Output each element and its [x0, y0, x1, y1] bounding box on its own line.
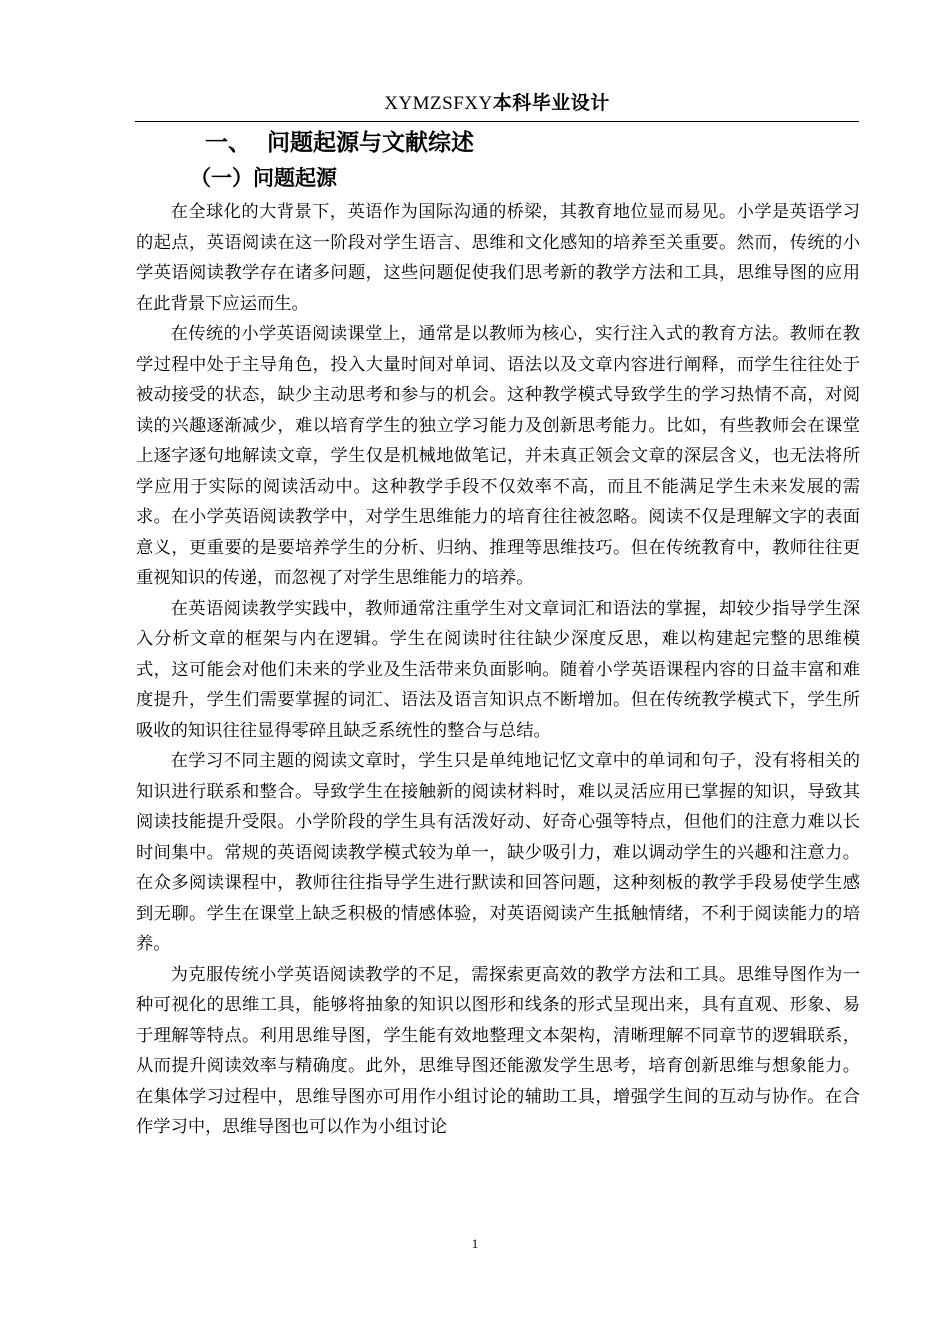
header-rule — [135, 121, 859, 122]
header-title: 本科毕业设计 — [492, 92, 610, 114]
paragraph: 在传统的小学英语阅读课堂上，通常是以教师为核心，实行注入式的教育方法。教师在教学过程中处于主导角色，投入大量时间对单词、语法以及文章内容进行阐释，而学生往往处于被动接受的状态，缺少主动思考和参与的机会。这种教学模式导致学生的学习热情不高，对阅读的兴趣逐渐减少，难以培育学生的独立学习能力及创新思考能力。比如，有些教师会在课堂上逐字逐句地解读文章，学生仅是机械地做笔记，并未真正领会文章的深层含义，也无法将所学应用于实际的阅读活动中。这种教学手段不仅效率不高，而且不能满足学生未来发展的需求。在小学英语阅读教学中，对学生思维能力的培育往往被忽略。阅读不仅是理解文字的表面意义，更重要的是要培养学生的分析、归纳、推理等思维技巧。但在传统教育中，教师往往更重视知识的传递，而忽视了对学生思维能力的培养。 — [136, 324, 860, 588]
chapter-number: 一、 — [205, 130, 251, 156]
section-heading: （一）问题起源 — [190, 166, 337, 190]
body-text — [136, 197, 860, 1143]
chapter-heading — [205, 126, 474, 160]
paragraph: 在学习不同主题的阅读文章时，学生只是单纯地记忆文章中的单词和句子，没有将相关的知识进行联系和整合。导致学生在接触新的阅读材料时，难以灵活应用已掌握的知识，导致其阅读技能提升受限。小学阶段的学生具有活泼好动、好奇心强等特点，但他们的注意力难以长时间集中。常规的英语阅读教学模式较为单一，缺少吸引力，难以调动学生的兴趣和注意力。在众多阅读课程中，教师往往指导学生进行默读和回答问题，这种刻板的教学手段易使学生感到无聊。学生在课堂上缺乏积极的情感体验，对英语阅读产生抵触情绪，不利于阅读能力的培养。 — [136, 751, 860, 954]
paragraph: 为克服传统小学英语阅读教学的不足，需探索更高效的教学方法和工具。思维导图作为一种可视化的思维工具，能够将抽象的知识以图形和线条的形式呈现出来，具有直观、形象、易于理解等特点。利用思维导图，学生能有效地整理文本架构，清晰理解不同章节的逻辑联系，从而提升阅读效率与精确度。此外，思维导图还能激发学生思考，培育创新思维与想象能力。在集体学习过程中，思维导图亦可用作小组讨论的辅助工具，增强学生间的互动与协作。在合作学习中，思维导图也可以作为小组讨论 — [136, 964, 860, 1137]
paragraph: 在全球化的大背景下，英语作为国际沟通的桥梁，其教育地位显而易见。小学是英语学习的起点，英语阅读在这一阶段对学生语言、思维和文化感知的培养至关重要。然而，传统的小学英语阅读教学存在诸多问题，这些问题促使我们思考新的教学方法和工具，思维导图的应用在此背景下应运而生。 — [136, 202, 860, 314]
header-latin-text: XYMZSFXY — [384, 93, 493, 114]
paragraph: 在英语阅读教学实践中，教师通常注重学生对文章词汇和语法的掌握，却较少指导学生深入分析文章的框架与内在逻辑。学生在阅读时往往缺少深度反思，难以构建起完整的思维模式，这可能会对他们未来的学业及生活带来负面影响。随着小学英语课程内容的日益丰富和难度提升，学生们需要掌握的词汇、语法及语言知识点不断增加。但在传统教学模式下，学生所吸收的知识往往显得零碎且缺乏系统性的整合与总结。 — [136, 598, 860, 741]
chapter-title: 问题起源与文献综述 — [267, 130, 474, 156]
page-number: 1 — [471, 1236, 479, 1251]
page-header — [135, 88, 859, 119]
